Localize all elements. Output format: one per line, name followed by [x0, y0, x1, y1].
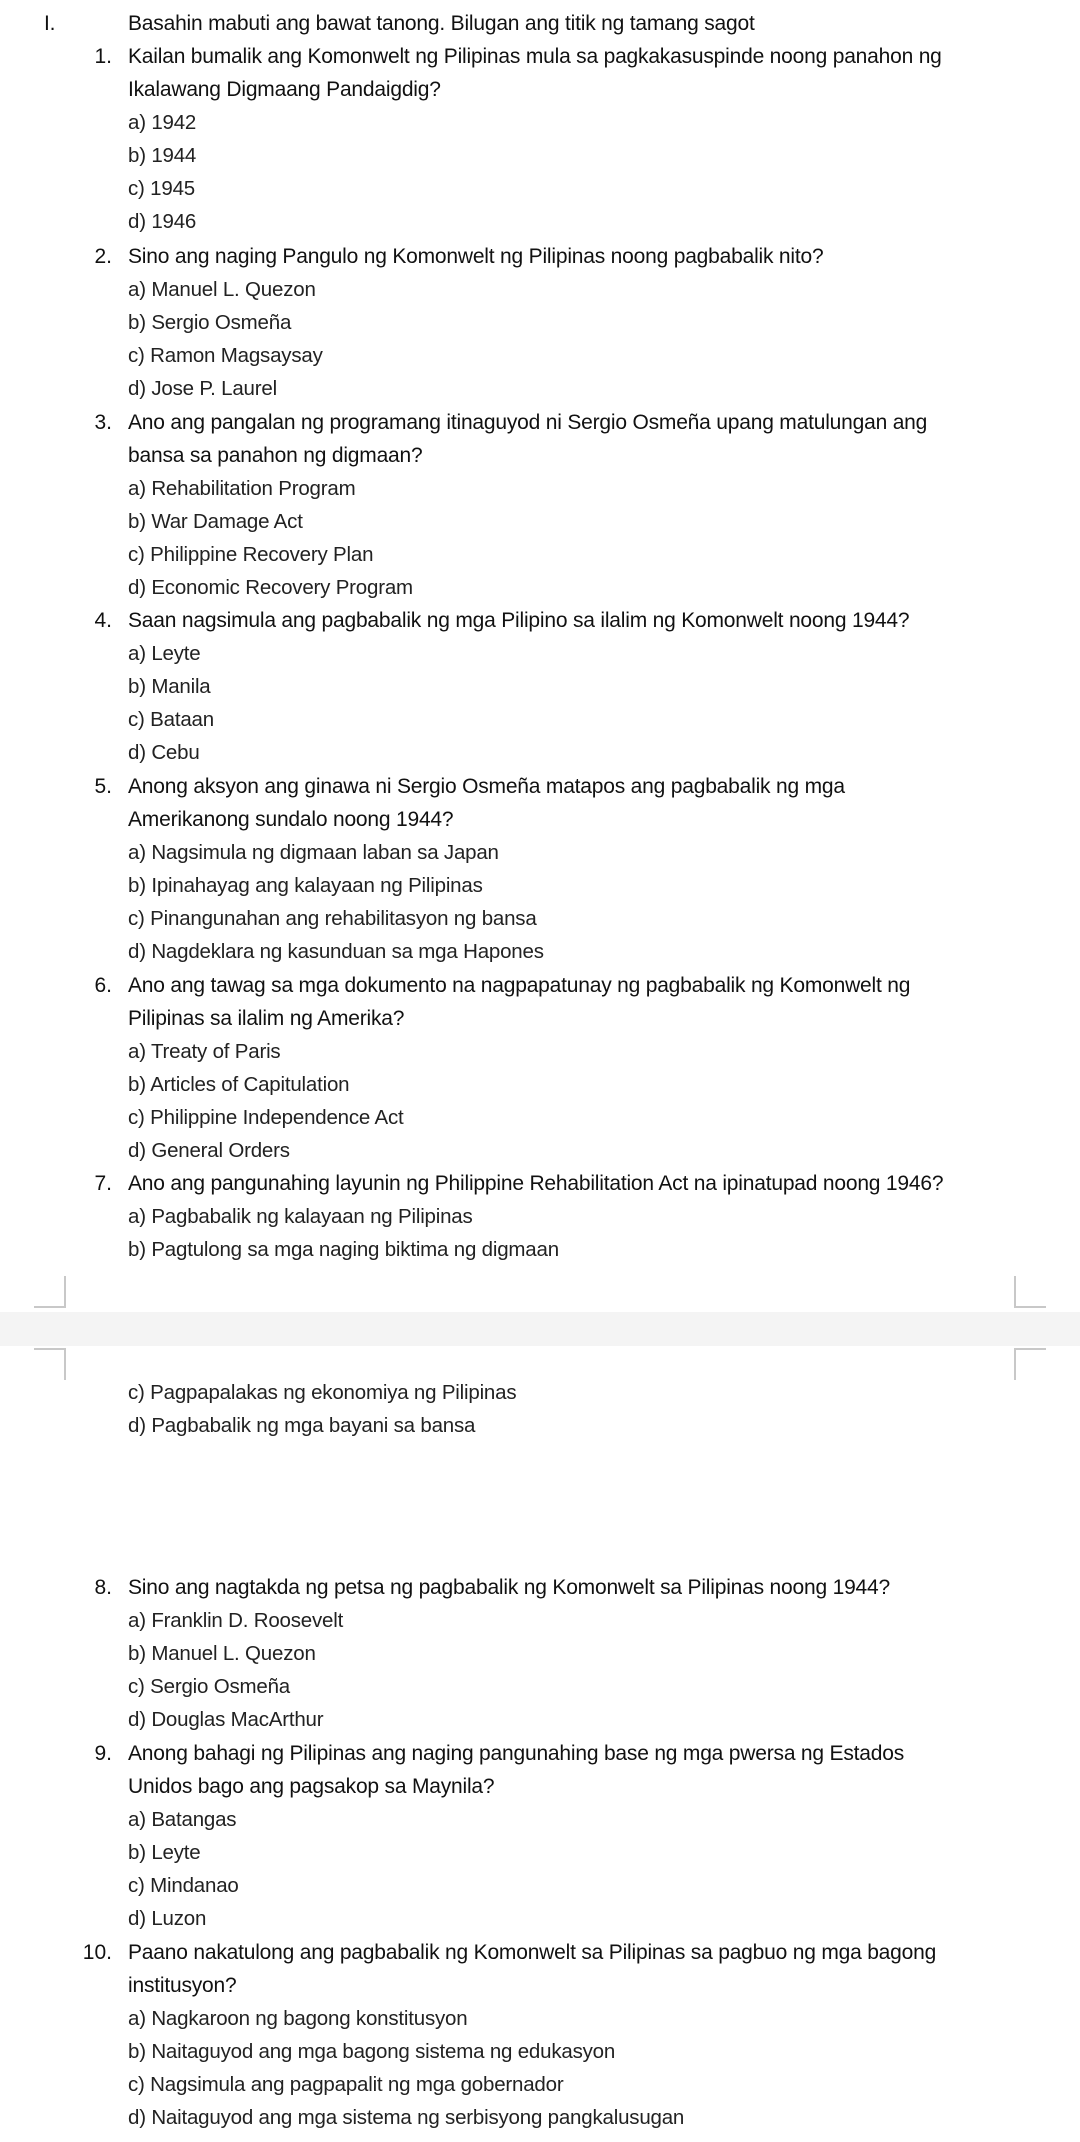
question-text: institusyon?	[128, 1974, 237, 1997]
answer-option[interactable]: d) Douglas MacArthur	[128, 1708, 324, 1731]
answer-option[interactable]: c) 1945	[128, 177, 195, 200]
answer-option[interactable]: a) Leyte	[128, 642, 201, 665]
answer-option[interactable]: b) Naitaguyod ang mga bagong sistema ng edukasyon	[128, 2040, 616, 2063]
question-text: Ikalawang Digmaang Pandaigdig?	[128, 78, 441, 101]
answer-option[interactable]: b) Pagtulong sa mga naging biktima ng digmaan	[128, 1238, 559, 1261]
answer-option[interactable]: a) Manuel L. Quezon	[128, 278, 316, 301]
question-number: 10.	[82, 1941, 112, 1964]
answer-option[interactable]: c) Philippine Independence Act	[128, 1106, 404, 1129]
answer-option[interactable]: c) Philippine Recovery Plan	[128, 543, 374, 566]
question-number: 7.	[94, 1172, 112, 1195]
question-text: Anong bahagi ng Pilipinas ang naging pangunahing base ng mga pwersa ng Estados	[128, 1742, 905, 1765]
answer-option[interactable]: d) Economic Recovery Program	[128, 576, 413, 599]
answer-option[interactable]: d) Cebu	[128, 741, 200, 764]
answer-option[interactable]: a) Nagsimula ng digmaan laban sa Japan	[128, 841, 499, 864]
question-text: Kailan bumalik ang Komonwelt ng Pilipinas mula sa pagkakasuspinde noong panahon ng	[128, 45, 942, 68]
question-number: 1.	[94, 45, 112, 68]
question-text: Pilipinas sa ilalim ng Amerika?	[128, 1007, 405, 1030]
answer-option[interactable]: a) Nagkaroon ng bagong konstitusyon	[128, 2007, 468, 2030]
answer-option[interactable]: b) 1944	[128, 144, 197, 167]
answer-option[interactable]: b) War Damage Act	[128, 510, 303, 533]
answer-option[interactable]: a) Rehabilitation Program	[128, 477, 356, 500]
answer-option[interactable]: d) Pagbabalik ng mga bayani sa bansa	[128, 1414, 476, 1437]
question-text: Sino ang nagtakda ng petsa ng pagbabalik ng Komonwelt sa Pilipinas noong 1944?	[128, 1576, 890, 1599]
answer-option[interactable]: a) Pagbabalik ng kalayaan ng Pilipinas	[128, 1205, 473, 1228]
question-text: Ano ang tawag sa mga dokumento na nagpapatunay ng pagbabalik ng Komonwelt ng	[128, 974, 911, 997]
question-text: Amerikanong sundalo noong 1944?	[128, 808, 454, 831]
answer-option[interactable]: c) Mindanao	[128, 1874, 239, 1897]
answer-option[interactable]: a) Franklin D. Roosevelt	[128, 1609, 344, 1632]
question-number: 8.	[94, 1576, 112, 1599]
question-text: Saan nagsimula ang pagbabalik ng mga Pilipino sa ilalim ng Komonwelt noong 1944?	[128, 609, 910, 632]
question-number: 5.	[94, 775, 112, 798]
answer-option[interactable]: a) Batangas	[128, 1808, 237, 1831]
question-number: 4.	[94, 609, 112, 632]
answer-option[interactable]: c) Nagsimula ang pagpapalit ng mga gobernador	[128, 2073, 564, 2096]
question-text: Ano ang pangunahing layunin ng Philippine Rehabilitation Act na ipinatupad noong 1946?	[128, 1172, 944, 1195]
answer-option[interactable]: b) Manuel L. Quezon	[128, 1642, 316, 1665]
answer-option[interactable]: b) Articles of Capitulation	[128, 1073, 350, 1096]
question-text: bansa sa panahon ng digmaan?	[128, 444, 423, 467]
answer-option[interactable]: d) 1946	[128, 210, 197, 233]
answer-option[interactable]: c) Ramon Magsaysay	[128, 344, 323, 367]
answer-option[interactable]: a) 1942	[128, 111, 197, 134]
answer-option[interactable]: c) Bataan	[128, 708, 214, 731]
answer-option[interactable]: b) Manila	[128, 675, 211, 698]
answer-option[interactable]: b) Leyte	[128, 1841, 201, 1864]
answer-option[interactable]: c) Sergio Osmeña	[128, 1675, 291, 1698]
question-text: Anong aksyon ang ginawa ni Sergio Osmeña matapos ang pagbabalik ng mga	[128, 775, 845, 798]
answer-option[interactable]: b) Sergio Osmeña	[128, 311, 292, 334]
question-number: 9.	[94, 1742, 112, 1765]
section-number: I.	[44, 12, 56, 35]
question-number: 2.	[94, 245, 112, 268]
page-break	[0, 1312, 1080, 1346]
question-text: Ano ang pangalan ng programang itinaguyod ni Sergio Osmeña upang matulungan ang	[128, 411, 928, 434]
answer-option[interactable]: b) Ipinahayag ang kalayaan ng Pilipinas	[128, 874, 483, 897]
question-number: 3.	[94, 411, 112, 434]
question-text: Unidos bago ang pagsakop sa Maynila?	[128, 1775, 495, 1798]
question-text: Paano nakatulong ang pagbabalik ng Komonwelt sa Pilipinas sa pagbuo ng mga bagong	[128, 1941, 937, 1964]
question-text: Sino ang naging Pangulo ng Komonwelt ng Pilipinas noong pagbabalik nito?	[128, 245, 824, 268]
instructions-heading: Basahin mabuti ang bawat tanong. Bilugan ang titik ng tamang sagot	[128, 12, 755, 35]
answer-option[interactable]: d) Jose P. Laurel	[128, 377, 277, 400]
answer-option[interactable]: a) Treaty of Paris	[128, 1040, 281, 1063]
page-corner-mark	[34, 1276, 66, 1308]
answer-option[interactable]: c) Pinangunahan ang rehabilitasyon ng bansa	[128, 907, 537, 930]
answer-option[interactable]: d) General Orders	[128, 1139, 290, 1162]
answer-option[interactable]: d) Naitaguyod ang mga sistema ng serbisyong pangkalusugan	[128, 2106, 685, 2129]
question-number: 6.	[94, 974, 112, 997]
answer-option[interactable]: c) Pagpapalakas ng ekonomiya ng Pilipinas	[128, 1381, 517, 1404]
page-corner-mark	[1014, 1276, 1046, 1308]
answer-option[interactable]: d) Nagdeklara ng kasunduan sa mga Hapones	[128, 940, 544, 963]
answer-option[interactable]: d) Luzon	[128, 1907, 207, 1930]
page-corner-mark	[34, 1348, 66, 1380]
page-corner-mark	[1014, 1348, 1046, 1380]
